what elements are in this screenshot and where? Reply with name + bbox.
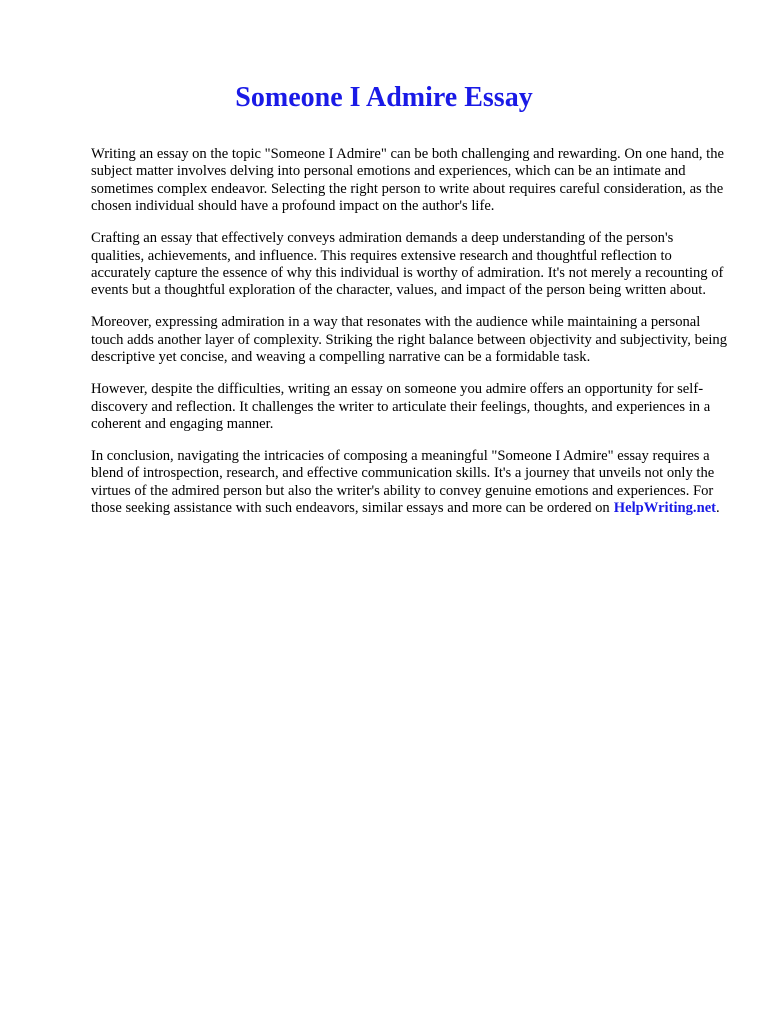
conclusion-period: . (716, 500, 720, 517)
paragraph-3: Moreover, expressing admiration in a way that resonates with the audience while maintaining a personal touch adds another layer of complexity. Striking the right balance between objectivity and subjectivity, being descriptive yet concise, and weaving a compelling narrative can be a formidable task. (91, 314, 727, 366)
helpwriting-link[interactable]: HelpWriting.net (613, 500, 717, 517)
page-title: Someone I Admire Essay (235, 82, 533, 113)
conclusion-text: In conclusion, navigating the intricacies of composing a meaningful "Someone I Admire" essay requires a blend of introspection, research, and effective communication skills. It's a journey that unveils not only the virtues of the admired person but also the writer's ability to convey genuine emotions and experiences. For those seeking assistance with such endeavors, similar essays and more can be ordered on (91, 448, 715, 517)
essay-body (91, 146, 729, 532)
paragraph-2: Crafting an essay that effectively conveys admiration demands a deep understanding of the person's qualities, achievements, and influence. This requires extensive research and thoughtful reflection to accurately capture the essence of why this individual is worthy of admiration. It's not merely a recounting of events but a thoughtful exploration of the character, values, and impact of the person being written about. (91, 230, 724, 299)
paragraph-4: However, despite the difficulties, writing an essay on someone you admire offers an opportunity for self-discovery and reflection. It challenges the writer to articulate their feelings, thoughts, and experiences in a coherent and engaging manner. (91, 381, 711, 433)
paragraph-1: Writing an essay on the topic "Someone I Admire" can be both challenging and rewarding. On one hand, the subject matter involves delving into personal emotions and experiences, which can be an intimate and sometimes complex endeavor. Selecting the right person to write about requires careful consideration, as the chosen individual should have a profound impact on the author's life. (91, 146, 725, 215)
paragraph-conclusion (91, 448, 729, 518)
